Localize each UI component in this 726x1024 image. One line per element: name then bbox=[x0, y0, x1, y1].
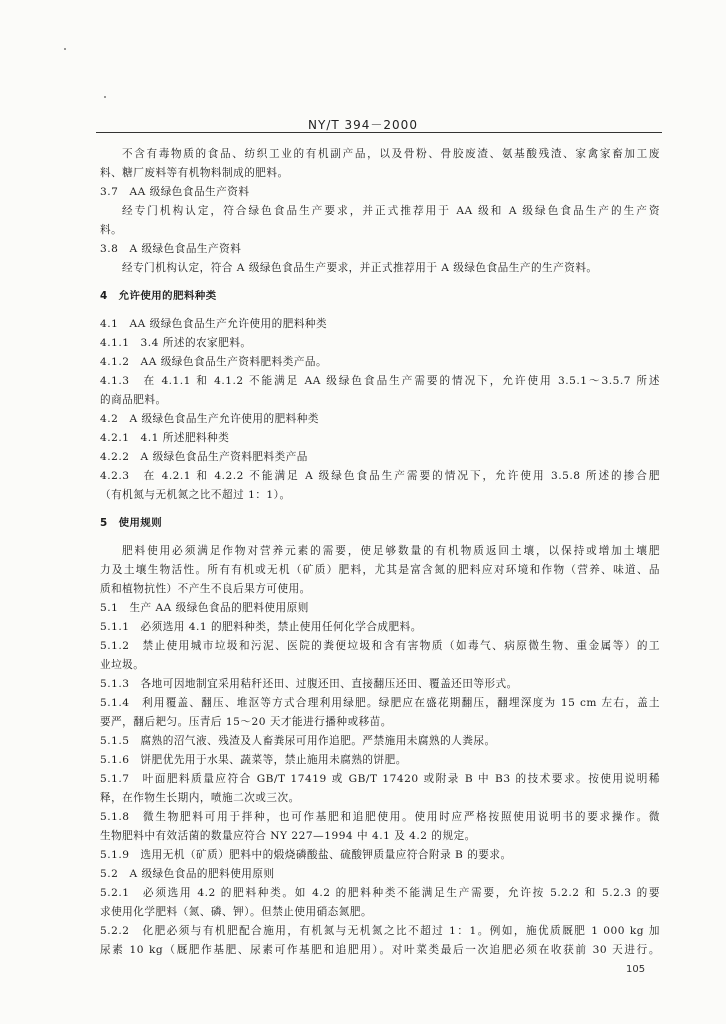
text-line: 尿素 10 kg（厩肥作基肥、尿素可作基肥和追肥用）。对叶菜类最后一次追肥必须在收获前 30 天进行。 bbox=[100, 944, 660, 956]
text-line: 要严，翻后耙匀。压青后 15～20 天才能进行播种或移苗。 bbox=[100, 716, 392, 728]
text-line: 料、糖厂废料等有机物料制成的肥料。 bbox=[100, 167, 289, 179]
text-line: 质和植物抗性）不产生不良后果方可使用。 bbox=[100, 583, 311, 595]
text-line: （有机氮与无机氮之比不超过 1：1）。 bbox=[100, 489, 291, 501]
header-rule bbox=[96, 132, 662, 133]
text-line: 5.2.2 化肥必须与有机肥配合施用，有机氮与无机氮之比不超过 1：1。例如，施优质厩肥 1 000 kg 加 bbox=[100, 925, 660, 937]
scan-speck bbox=[104, 96, 106, 98]
text-line: 5.1.3 各地可因地制宜采用秸秆还田、过腹还田、直接翻压还田、覆盖还田等形式。 bbox=[100, 678, 518, 690]
text-line: 5.1.7 叶面肥料质量应符合 GB/T 17419 或 GB/T 17420 或附录 B 中 B3 的技术要求。按使用说明稀 bbox=[100, 773, 660, 785]
page-number: 105 bbox=[626, 964, 646, 975]
text-line: 4.1.1 3.4 所述的农家肥料。 bbox=[100, 337, 252, 349]
document-body bbox=[100, 145, 660, 960]
text-line: 4.2.3 在 4.2.1 和 4.2.2 不能满足 A 级绿色食品生产需要的情况下，允许使用 3.5.8 所述的掺合肥 bbox=[100, 470, 660, 482]
text-line: 料。 bbox=[100, 224, 123, 236]
text-line: 求使用化学肥料（氮、磷、钾）。但禁止使用硝态氮肥。 bbox=[100, 906, 373, 918]
text-line: 5.1.4 利用覆盖、翻压、堆沤等方式合理利用绿肥。绿肥应在盛花期翻压，翻埋深度为 15 cm 左右，盖土 bbox=[100, 697, 660, 709]
text-line: 不含有毒物质的食品、纺织工业的有机副产品，以及骨粉、骨胶废渣、氨基酸残渣、家禽家畜加工废 bbox=[122, 148, 660, 160]
text-line: 5.1.1 必须选用 4.1 的肥料种类，禁止使用任何化学合成肥料。 bbox=[100, 621, 422, 633]
text-line: 经专门机构认定，符合绿色食品生产要求，并正式推荐用于 AA 级和 A 级绿色食品生产的生产资 bbox=[122, 205, 660, 217]
text-line: 5.1.2 禁止使用城市垃圾和污泥、医院的粪便垃圾和含有害物质（如毒气、病原微生物、重金属等）的工 bbox=[100, 640, 660, 652]
text-line: 5.1 生产 AA 级绿色食品的肥料使用原则 bbox=[100, 602, 309, 614]
text-line: 肥料使用必须满足作物对营养元素的需要，使足够数量的有机物质返回土壤，以保持或增加土壤肥 bbox=[122, 545, 660, 557]
text-line: 4.2.1 4.1 所述肥料种类 bbox=[100, 432, 230, 444]
scan-speck bbox=[64, 48, 66, 50]
text-line: 5.1.9 选用无机（矿质）肥料中的煅烧磷酸盐、硫酸钾质量应符合附录 B 的要求。 bbox=[100, 849, 512, 861]
text-line: 5.2 A 级绿色食品的肥料使用原则 bbox=[100, 868, 275, 880]
text-line: 5.1.8 微生物肥料可用于拌种，也可作基肥和追肥使用。使用时应严格按照使用说明书的要求操作。微 bbox=[100, 811, 660, 823]
section-heading: 4 允许使用的肥料种类 bbox=[100, 290, 217, 302]
text-line: 力及土壤生物活性。所有有机或无机（矿质）肥料，尤其是富含氮的肥料应对环境和作物（营养、味道、品 bbox=[100, 564, 660, 576]
text-line: 3.8 A 级绿色食品生产资料 bbox=[100, 243, 242, 255]
text-line: 5.1.5 腐熟的沼气液、残渣及人畜粪尿可用作追肥。严禁施用未腐熟的人粪尿。 bbox=[100, 735, 496, 747]
text-line: 4.1 AA 级绿色食品生产允许使用的肥料种类 bbox=[100, 318, 328, 330]
text-line: 5.1.6 饼肥优先用于水果、蔬菜等，禁止施用未腐熟的饼肥。 bbox=[100, 754, 407, 766]
section-heading: 5 使用规则 bbox=[100, 517, 163, 529]
text-line: 业垃圾。 bbox=[100, 659, 145, 671]
text-line: 4.2.2 A 级绿色食品生产资料肥料类产品 bbox=[100, 451, 308, 463]
text-line: 生物肥料中有效活菌的数量应符合 NY 227—1994 中 4.1 及 4.2 的规定。 bbox=[100, 830, 476, 842]
text-line: 的商品肥料。 bbox=[100, 394, 167, 406]
standard-code-header: NY/T 394－2000 bbox=[308, 118, 418, 132]
text-line: 释，在作物生长期内，喷施二次或三次。 bbox=[100, 792, 300, 804]
text-line: 4.1.2 AA 级绿色食品生产资料肥料类产品。 bbox=[100, 356, 328, 368]
text-line: 经专门机构认定，符合 A 级绿色食品生产要求，并正式推荐用于 A 级绿色食品生产的生产资料。 bbox=[122, 262, 598, 274]
text-line: 5.2.1 必须选用 4.2 的肥料种类。如 4.2 的肥料种类不能满足生产需要，允许按 5.2.2 和 5.2.3 的要 bbox=[100, 887, 660, 899]
text-line: 3.7 AA 级绿色食品生产资料 bbox=[100, 186, 250, 198]
text-line: 4.2 A 级绿色食品生产允许使用的肥料种类 bbox=[100, 413, 319, 425]
text-line: 4.1.3 在 4.1.1 和 4.1.2 不能满足 AA 级绿色食品生产需要的情况下，允许使用 3.5.1～3.5.7 所述 bbox=[100, 375, 660, 387]
